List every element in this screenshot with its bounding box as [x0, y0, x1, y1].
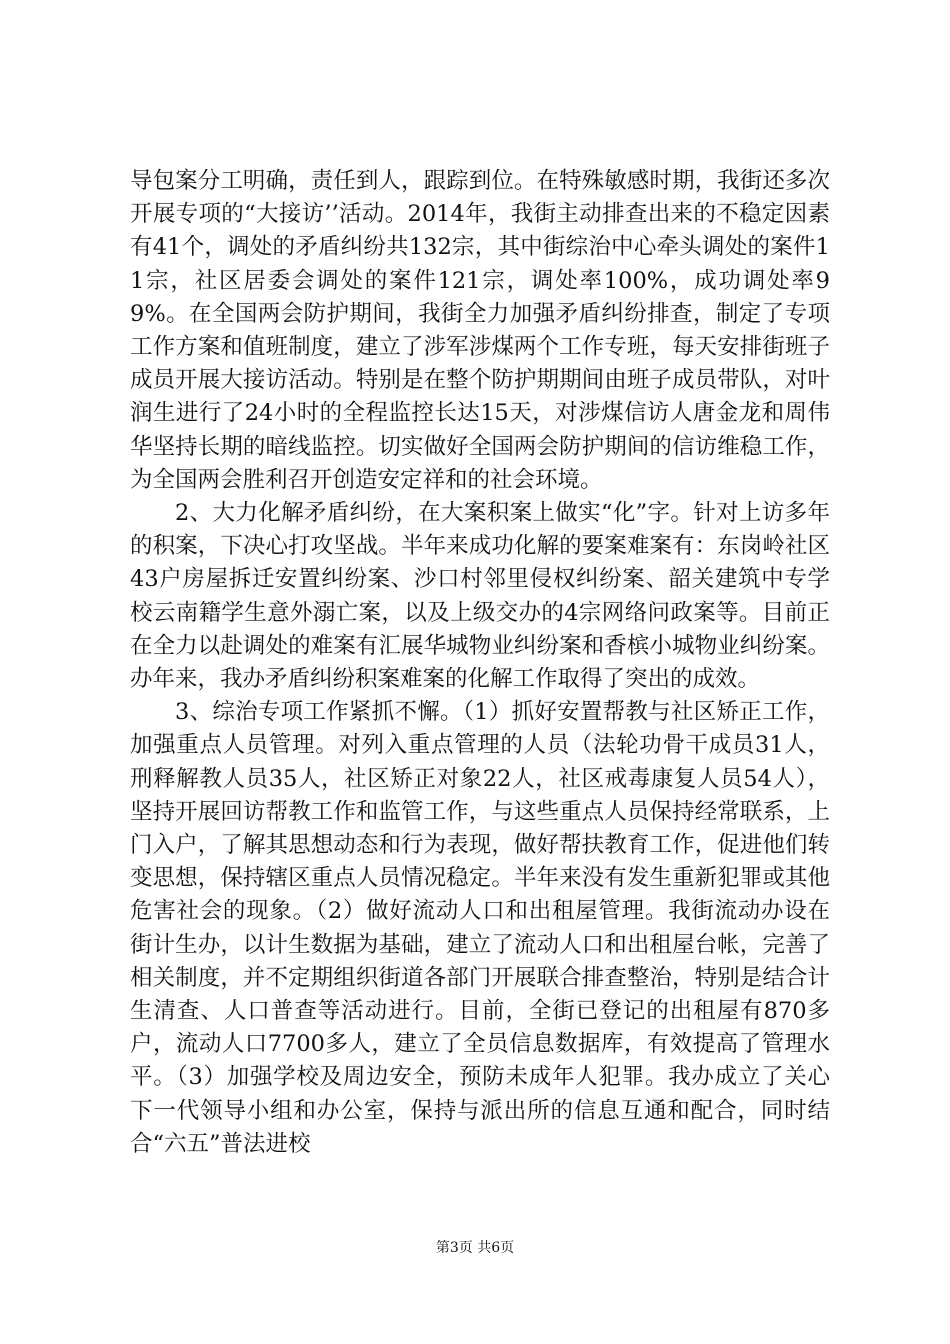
- page-number-footer: 第3页 共6页: [435, 1240, 515, 1256]
- paragraph-2: 2、大力化解矛盾纠纷，在大案积案上做实“化”字。针对上访多年的积案，下决心打攻坚战。半年来成功化解的要案难案有：东岗岭社区43户房屋拆迁安置纠纷案、沙口村邻里侵权纠纷案、韶关建筑中专学校云南籍学生意外溺亡案，以及上级交办的4宗网络问政案等。目前正在全力以赴调处的难案有汇展华城物业纠纷案和香槟小城物业纠纷案。办年来，我办矛盾纠纷积案难案的化解工作取得了突出的成效。: [130, 500, 830, 693]
- paragraph-1: 导包案分工明确，责任到人，跟踪到位。在特殊敏感时期，我街还多次开展专项的“大接访’’活动。2014年，我街主动排查出来的不稳定因素有41个，调处的矛盾纠纷共132宗，其中街综治中心牵头调处的案件11宗，社区居委会调处的案件121宗，调处率100%，成功调处率99%。在全国两会防护期间，我街全力加强矛盾纠纷排查，制定了专项工作方案和值班制度，建立了涉军涉煤两个工作专班，每天安排街班子成员开展大接访活动。特别是在整个防护期期间由班子成员带队，对叶润生进行了24小时的全程监控长达15天，对涉煤信访人唐金龙和周伟华坚持长期的暗线监控。切实做好全国两会防护期间的信访维稳工作，为全国两会胜利召开创造安定祥和的社会环境。: [130, 168, 830, 493]
- paragraph-3: 3、综治专项工作紧抓不懈。（1）抓好安置帮教与社区矫正工作，加强重点人员管理。对列入重点管理的人员（法轮功骨干成员31人，刑释解教人员35人，社区矫正对象22人，社区戒毒康复人员54人），坚持开展回访帮教工作和监管工作，与这些重点人员保持经常联系，上门入户，了解其思想动态和行为表现，做好帮扶教育工作，促进他们转变思想，保持辖区重点人员情况稳定。半年来没有发生重新犯罪或其他危害社会的现象。（2）做好流动人口和出租屋管理。我街流动办设在街计生办，以计生数据为基础，建立了流动人口和出租屋台帐，完善了相关制度，并不定期组织街道各部门开展联合排查整治，特别是结合计生清查、人口普查等活动进行。目前，全街已登记的出租屋有870多户，流动人口7700多人，建立了全员信息数据库，有效提高了管理水平。（3）加强学校及周边安全，预防未成年人犯罪。我办成立了关心下一代领导小组和办公室，保持与派出所的信息互通和配合，同时结合“六五”普法进校: [130, 699, 830, 1157]
- document-body: [130, 165, 830, 1161]
